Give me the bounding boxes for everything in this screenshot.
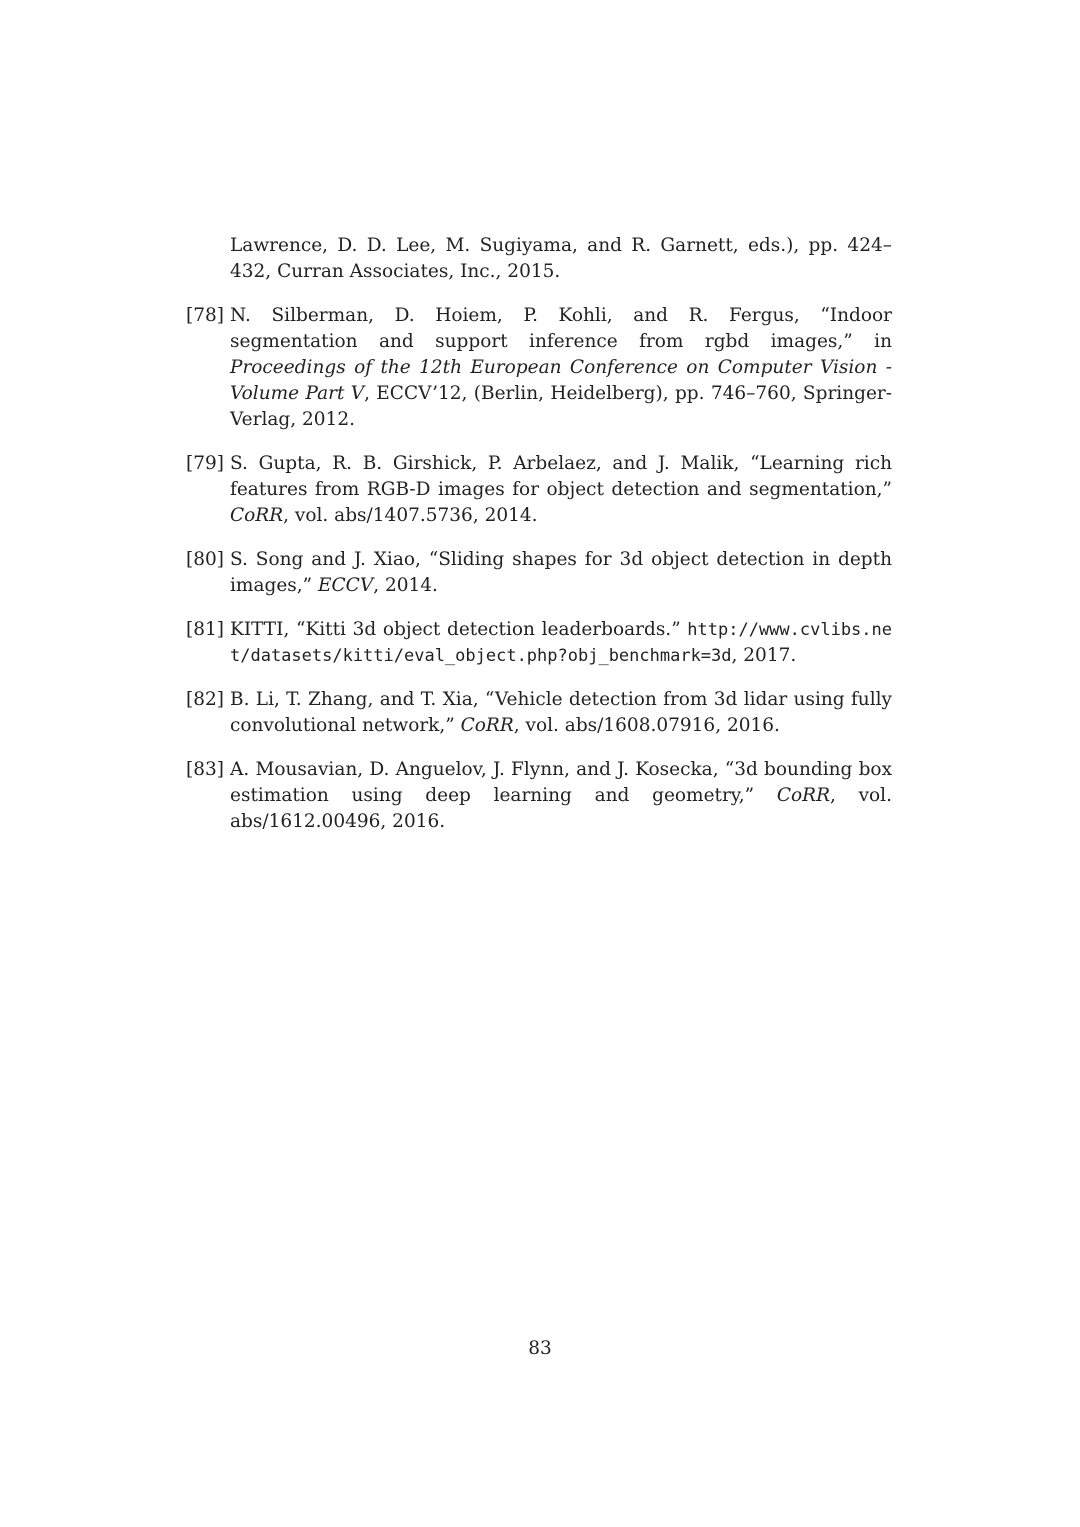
reference-venue: CoRR: [460, 715, 514, 736]
reference-list: [186, 233, 892, 853]
reference-venue: CoRR: [776, 785, 830, 806]
reference-80: [186, 547, 892, 599]
reference-authors-title: S. Song and J. Xiao, “Sliding shapes for 3d object detection in depth images,”: [230, 549, 892, 596]
page-number: 83: [528, 1338, 552, 1359]
reference-81: [186, 617, 892, 669]
reference-venue: CoRR: [230, 505, 284, 526]
reference-number: [80]: [186, 549, 224, 570]
reference-details: , vol. abs/1612.00496, 2016.: [230, 785, 892, 832]
reference-number: [82]: [186, 689, 224, 710]
reference-continuation: [186, 233, 892, 285]
reference-82: [186, 687, 892, 739]
reference-details: , vol. abs/1407.5736, 2014.: [283, 505, 538, 526]
reference-79: [186, 451, 892, 529]
reference-78: [186, 303, 892, 433]
reference-number: [81]: [186, 619, 224, 640]
reference-venue: ECCV: [318, 575, 374, 596]
reference-url-link[interactable]: http://www.cvlibs.net/datasets/kitti/eval_object.php?obj_benchmark=3d: [230, 620, 892, 666]
reference-details: , ECCV’12, (Berlin, Heidelberg), pp. 746–760, Springer-Verlag, 2012.: [230, 383, 892, 430]
reference-authors-title: KITTI, “Kitti 3d object detection leaderboards.”: [230, 619, 688, 640]
reference-number: [78]: [186, 305, 224, 326]
reference-83: [186, 757, 892, 835]
reference-number: [83]: [186, 759, 224, 780]
reference-authors-title: S. Gupta, R. B. Girshick, P. Arbelaez, and J. Malik, “Learning rich features from RGB-D images for object detection and segmentation,”: [230, 453, 892, 500]
reference-details: , 2014.: [373, 575, 438, 596]
reference-venue: Proceedings of the 12th European Conference on Computer Vision - Volume Part V: [230, 357, 892, 404]
reference-details: , vol. abs/1608.07916, 2016.: [513, 715, 780, 736]
reference-authors-title: N. Silberman, D. Hoiem, P. Kohli, and R. Fergus, “Indoor segmentation and support inference from rgbd images,” in: [230, 305, 892, 352]
reference-authors-title: B. Li, T. Zhang, and T. Xia, “Vehicle detection from 3d lidar using fully convolutional network,”: [230, 689, 892, 736]
reference-authors-title: A. Mousavian, D. Anguelov, J. Flynn, and J. Kosecka, “3d bounding box estimation using deep learning and geometry,”: [230, 759, 892, 806]
reference-details: , 2017.: [731, 645, 797, 666]
continuation-text: Lawrence, D. D. Lee, M. Sugiyama, and R. Garnett, eds.), pp. 424–432, Curran Associates, Inc., 2015.: [230, 235, 892, 282]
reference-number: [79]: [186, 453, 224, 474]
